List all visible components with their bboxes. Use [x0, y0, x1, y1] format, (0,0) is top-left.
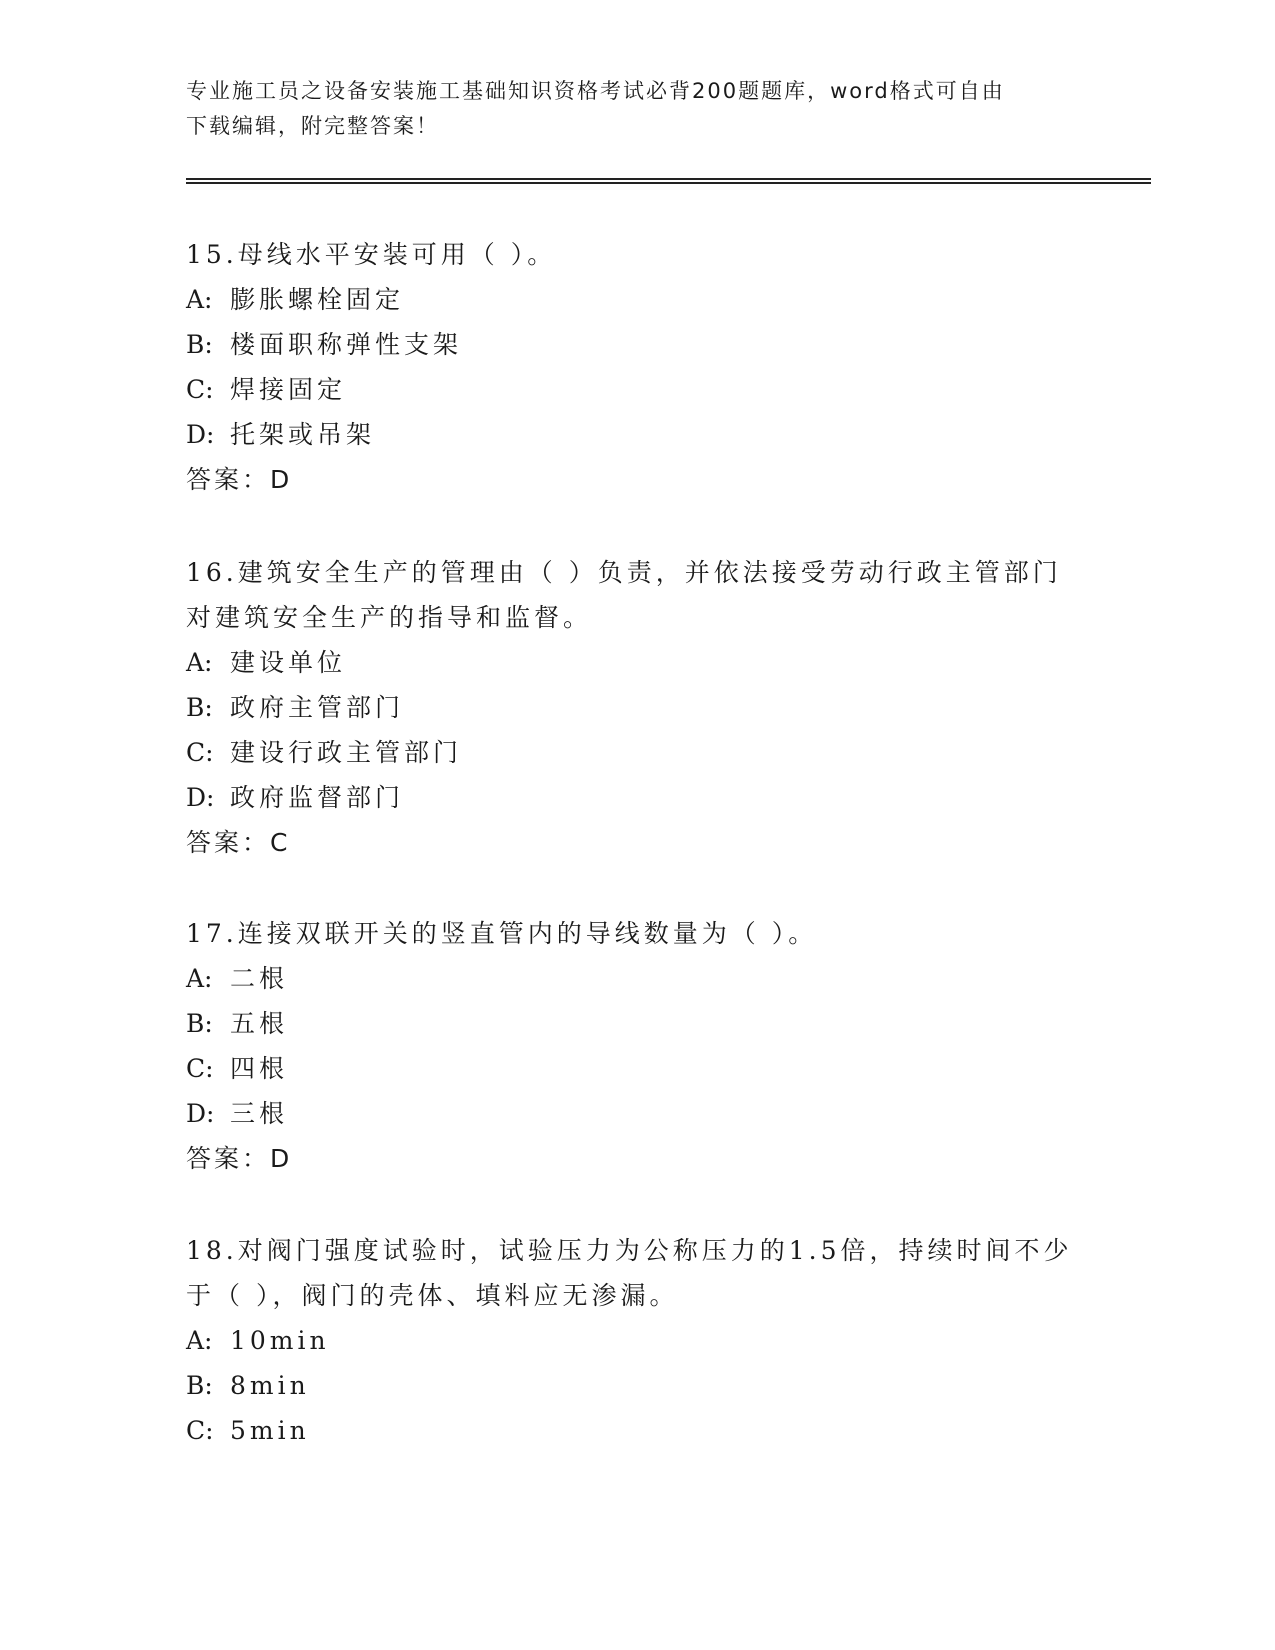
option-letter: A:	[186, 648, 213, 677]
header-line-1: 专业施工员之设备安装施工基础知识资格考试必背200题题库，word格式可自由	[186, 79, 1005, 103]
option-b	[186, 685, 1086, 730]
option-text: 三根	[230, 1099, 289, 1128]
option-text: 膨胀螺栓固定	[230, 285, 405, 314]
option-b	[186, 322, 1086, 367]
option-text: 二根	[230, 964, 289, 993]
option-c	[186, 1408, 1086, 1453]
option-text: 建设单位	[230, 648, 347, 677]
option-letter: C:	[186, 738, 214, 767]
question-stem: 15.母线水平安装可用（ ）。	[186, 240, 557, 269]
option-letter: B:	[186, 693, 213, 722]
option-b	[186, 1363, 1086, 1408]
option-letter: A:	[186, 285, 213, 314]
question-15	[186, 232, 1086, 502]
answer-line: 答案：D	[186, 465, 293, 494]
option-letter: A:	[186, 964, 213, 993]
header-line-2: 下载编辑，附完整答案！	[186, 114, 439, 138]
option-text: 焊接固定	[230, 375, 347, 404]
option-text: 四根	[230, 1054, 289, 1083]
question-17	[186, 911, 1086, 1181]
answer-line: 答案：C	[186, 828, 291, 857]
option-d	[186, 1091, 1086, 1136]
option-text: 政府主管部门	[230, 693, 405, 722]
option-a	[186, 1318, 1086, 1363]
option-letter: D:	[186, 420, 215, 449]
option-letter: D:	[186, 783, 215, 812]
question-16	[186, 550, 1086, 865]
option-letter: A:	[186, 1326, 213, 1355]
option-a	[186, 956, 1086, 1001]
option-text: 10min	[230, 1326, 330, 1355]
option-letter: B:	[186, 330, 213, 359]
option-letter: D:	[186, 1099, 215, 1128]
option-text: 托架或吊架	[230, 420, 376, 449]
option-text: 政府监督部门	[230, 783, 405, 812]
option-text: 楼面职称弹性支架	[230, 330, 463, 359]
question-stem-line-1: 18.对阀门强度试验时，试验压力为公称压力的1.5倍，持续时间不少	[186, 1236, 1073, 1265]
question-18	[186, 1228, 1086, 1453]
option-c	[186, 367, 1086, 412]
option-letter: C:	[186, 1416, 214, 1445]
question-stem: 17.连接双联开关的竖直管内的导线数量为（ ）。	[186, 919, 818, 948]
option-letter: B:	[186, 1009, 213, 1038]
question-stem-line-2: 对建筑安全生产的指导和监督。	[186, 603, 593, 632]
option-text: 5min	[230, 1416, 310, 1445]
option-c	[186, 1046, 1086, 1091]
option-b	[186, 1001, 1086, 1046]
answer-line: 答案：D	[186, 1144, 293, 1173]
option-a	[186, 277, 1086, 322]
option-d	[186, 412, 1086, 457]
option-text: 建设行政主管部门	[230, 738, 463, 767]
question-stem-line-2: 于（ ），阀门的壳体、填料应无渗漏。	[186, 1281, 679, 1310]
question-stem-line-1: 16.建筑安全生产的管理由（ ）负责，并依法接受劳动行政主管部门	[186, 558, 1062, 587]
document-header	[186, 74, 1066, 144]
option-d	[186, 775, 1086, 820]
option-letter: C:	[186, 1054, 214, 1083]
option-text: 8min	[230, 1371, 310, 1400]
header-divider	[186, 178, 1151, 184]
option-a	[186, 640, 1086, 685]
option-c	[186, 730, 1086, 775]
option-letter: C:	[186, 375, 214, 404]
option-letter: B:	[186, 1371, 213, 1400]
option-text: 五根	[230, 1009, 289, 1038]
